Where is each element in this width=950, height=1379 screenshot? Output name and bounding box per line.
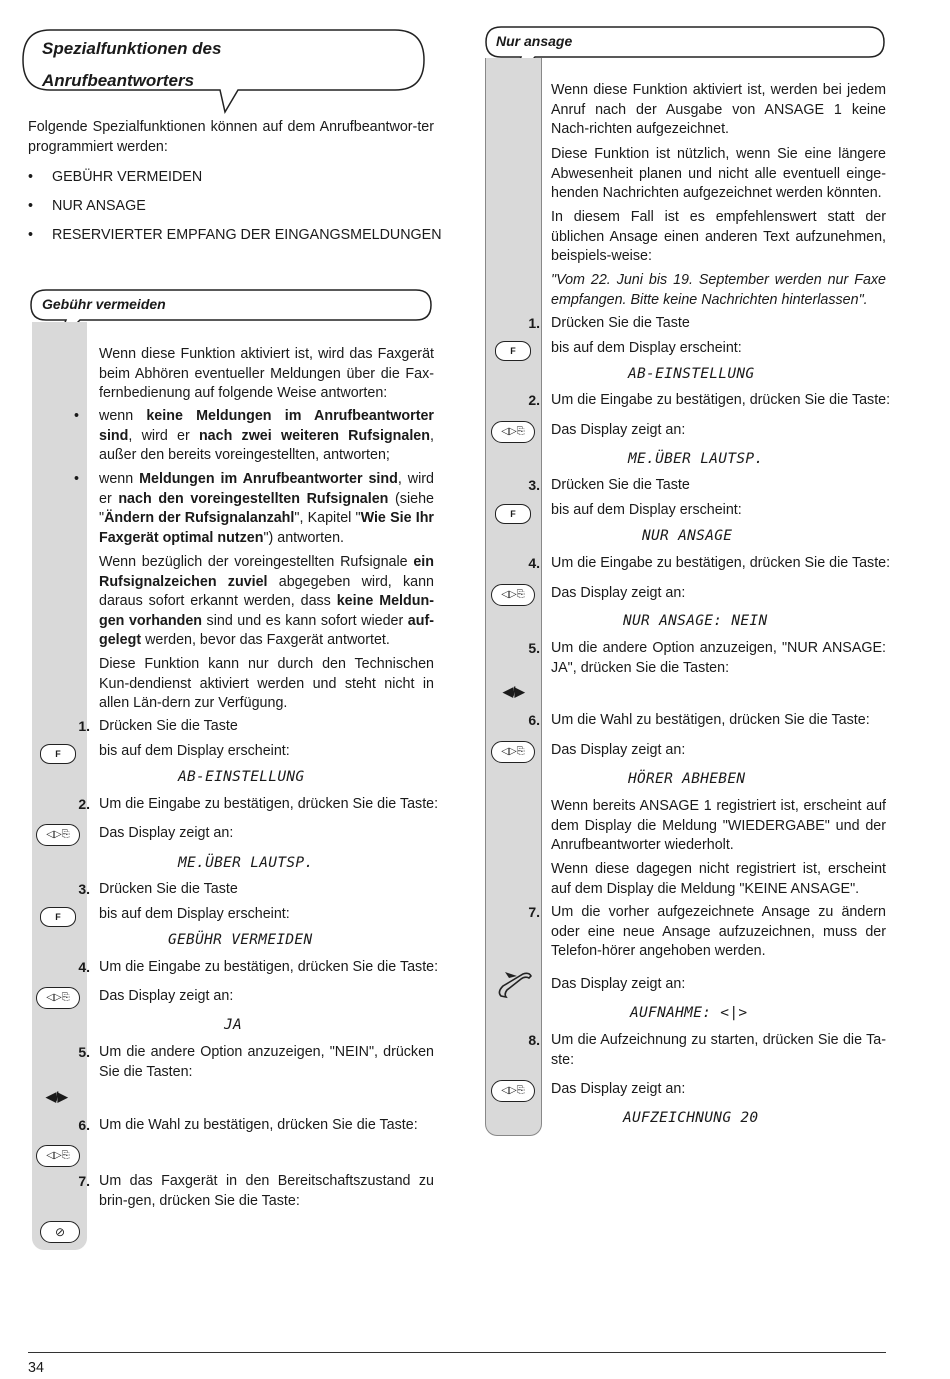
step-text: Das Display zeigt an: — [551, 422, 686, 438]
step-text: Um die Eingabe zu bestätigen, drücken Sie die Taste: — [99, 959, 439, 975]
step-text: Das Display zeigt an: — [551, 1081, 686, 1097]
step-text: Um die Eingabe zu bestätigen, drücken Sie die Taste: — [99, 796, 439, 812]
step-text: Um das Faxgerät in den Bereitschaftszustand zu brin-gen, drücken Sie die Taste: — [99, 1173, 434, 1209]
ok-key-icon: ◁▷⎘ — [36, 987, 80, 1009]
step-text: Das Display zeigt an: — [551, 585, 686, 601]
step-number: 3. — [78, 881, 90, 897]
list-item: • GEBÜHR VERMEIDEN — [28, 169, 203, 185]
display-readout: AB-EINSTELLUNG — [178, 769, 305, 785]
step-text: Drücken Sie die Taste — [551, 315, 690, 331]
gebuehr-bullet1: • wenn keine Meldungen im Anrufbeantworter sind, wird er nach zwei weiteren Rufsignalen, außer den bereits voreingestellten, antworten; — [74, 408, 434, 463]
step-text: Drücken Sie die Taste — [551, 477, 690, 493]
page-title-line1: Spezialfunktionen des — [42, 39, 222, 58]
stop-key-icon: ⊘ — [40, 1221, 80, 1243]
page-title-line2: Anrufbeantworters — [42, 71, 195, 90]
step-text: Das Display zeigt an: — [551, 976, 686, 992]
feature-list — [28, 168, 448, 255]
step-number: 5. — [528, 640, 540, 656]
gebuehr-para1: Wenn diese Funktion aktiviert ist, wird das Faxgerät beim Abhören eventueller Meldungen über die Fax-fernbedienung auf folgende Weise antworten: — [99, 346, 434, 401]
step-text: Das Display zeigt an: — [99, 988, 234, 1004]
f-key-icon: F — [495, 504, 531, 524]
ok-key-icon: ◁▷⎘ — [491, 584, 535, 606]
step-number: 6. — [528, 712, 540, 728]
step-text: Das Display zeigt an: — [99, 825, 234, 841]
display-readout: NUR ANSAGE: NEIN — [623, 613, 768, 629]
step-text: Um die Eingabe zu bestätigen, drücken Sie die Taste: — [551, 555, 891, 571]
arrow-keys-icon: ◀/▶ — [46, 1089, 67, 1104]
intro-text: Folgende Spezialfunktionen können auf dem Anrufbeantwor-ter programmiert werden: — [28, 119, 434, 155]
step-text: bis auf dem Display erscheint: — [551, 340, 742, 356]
step-number: 2. — [78, 796, 90, 812]
step-text: Um die Eingabe zu bestätigen, drücken Sie die Taste: — [551, 392, 891, 408]
ok-key-icon: ◁▷⎘ — [36, 824, 80, 846]
step-number: 6. — [78, 1117, 90, 1133]
ok-key-icon: ◁▷⎘ — [491, 741, 535, 763]
step-number: 1. — [528, 315, 540, 331]
arrow-keys-icon: ◀/▶ — [503, 684, 524, 699]
gebuehr-para3: Diese Funktion kann nur durch den Technischen Kun-dendienst aktiviert werden und steht nicht in allen Län-dern zur Verfügung. — [99, 656, 434, 711]
ok-key-icon: ◁▷⎘ — [491, 1080, 535, 1102]
display-readout: JA — [224, 1017, 243, 1033]
step-text: bis auf dem Display erscheint: — [99, 743, 290, 759]
step-number: 8. — [528, 1032, 540, 1048]
nur-ansage-para3: In diesem Fall ist es empfehlenswert statt der üblichen Ansage einen anderen Text aufzunehmen, beispiels-weise: — [551, 209, 886, 264]
step-text: Um die andere Option anzuzeigen, "NEIN", drücken Sie die Tasten: — [99, 1044, 434, 1080]
ok-key-icon: ◁▷⎘ — [491, 421, 535, 443]
step-number: 5. — [78, 1044, 90, 1060]
step-text: Um die vorher aufgezeichnete Ansage zu ändern oder eine neue Ansage aufzuzeichnen, muss der Telefon-hörer angehoben werden. — [551, 904, 886, 959]
step-text: bis auf dem Display erscheint: — [99, 906, 290, 922]
page-number: 34 — [28, 1360, 44, 1376]
step-note: Wenn diese dagegen nicht registriert ist, erscheint auf dem Display die Meldung "KEINE ANSAGE". — [551, 861, 886, 897]
step-text: Um die Wahl zu bestätigen, drücken Sie die Taste: — [99, 1117, 418, 1133]
gebuehr-para2: Wenn bezüglich der voreingestellten Rufsignale ein Rufsignalzeichen zuviel abgegeben wird, kann daraus sofort erkannt werden, dass keine Meldun-gen vorhanden sind und es kann sofort wieder auf-gelegt werden, bevor das Faxgerät antwortet. — [99, 554, 434, 648]
step-note: Wenn bereits ANSAGE 1 registriert ist, erscheint auf dem Display die Meldung "WIEDERGABE" und der Anrufbeantworter wiederholt. — [551, 798, 886, 853]
display-readout: HÖRER ABHEBEN — [628, 771, 746, 787]
nur-ansage-para2: Diese Funktion ist nützlich, wenn Sie eine längere Abwesenheit planen und nicht alle eventuell einge-henden Nachrichten aufgezeichnet werden könnten. — [551, 146, 886, 201]
nur-ansage-quote: "Vom 22. Juni bis 19. September werden nur Faxe empfangen. Bitte keine Nachrichten hinterlassen". — [551, 272, 886, 308]
list-item: • NUR ANSAGE — [28, 198, 146, 214]
f-key-icon: F — [495, 341, 531, 361]
display-readout: NUR ANSAGE — [642, 528, 733, 544]
section-title-nur-ansage: Nur ansage — [496, 33, 573, 49]
list-item: • RESERVIERTER EMPFANG DER EINGANGSMELDUNGEN — [28, 227, 442, 243]
nur-ansage-para1: Wenn diese Funktion aktiviert ist, werden bei jedem Anruf nach der Ausgabe von ANSAGE 1 keine Nach-richten aufgezeichnet. — [551, 82, 886, 137]
ok-key-icon: ◁▷⎘ — [36, 1145, 80, 1167]
step-text: Um die andere Option anzuzeigen, "NUR ANSAGE: JA", drücken Sie die Tasten: — [551, 640, 886, 676]
section-title-gebuehr: Gebühr vermeiden — [42, 296, 166, 312]
step-number: 4. — [528, 555, 540, 571]
step-text: Um die Aufzeichnung zu starten, drücken Sie die Ta-ste: — [551, 1032, 886, 1068]
step-number: 3. — [528, 477, 540, 493]
display-readout: GEBÜHR VERMEIDEN — [168, 932, 313, 948]
display-readout: AUFNAHME: <|> — [630, 1005, 748, 1021]
f-key-icon: F — [40, 744, 76, 764]
display-readout: AUFZEICHNUNG 20 — [623, 1110, 759, 1126]
page-title — [42, 33, 221, 97]
handset-icon — [495, 966, 535, 1002]
display-readout: AB-EINSTELLUNG — [628, 366, 755, 382]
gebuehr-bullet2: • wenn Meldungen im Anrufbeantworter sind, wird er nach den voreingestellten Rufsignalen (siehe "Ändern der Rufsignalanzahl", Kapitel "Wie Sie Ihr Faxgerät optimal nutzen") antworten. — [74, 471, 434, 546]
footer-rule — [28, 1352, 886, 1353]
step-text: Drücken Sie die Taste — [99, 718, 238, 734]
display-readout: ME.ÜBER LAUTSP. — [178, 855, 314, 871]
step-number: 2. — [528, 392, 540, 408]
step-text: bis auf dem Display erscheint: — [551, 502, 742, 518]
step-text: Drücken Sie die Taste — [99, 881, 238, 897]
step-text: Das Display zeigt an: — [551, 742, 686, 758]
display-readout: ME.ÜBER LAUTSP. — [628, 451, 764, 467]
f-key-icon: F — [40, 907, 76, 927]
step-number: 4. — [78, 959, 90, 975]
step-number: 7. — [528, 904, 540, 920]
step-number: 7. — [78, 1173, 90, 1189]
step-text: Um die Wahl zu bestätigen, drücken Sie die Taste: — [551, 712, 870, 728]
step-number: 1. — [78, 718, 90, 734]
